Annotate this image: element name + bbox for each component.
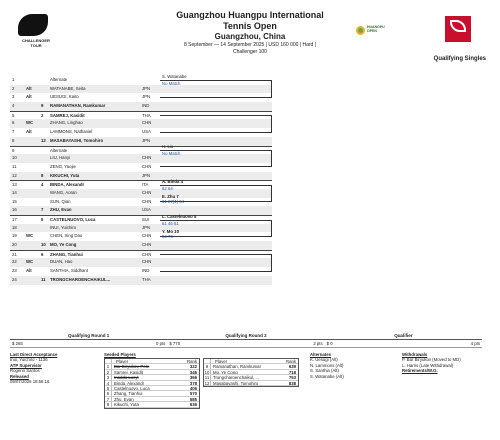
entry-status: Alt xyxy=(26,94,32,100)
draw-position: 21 xyxy=(12,251,17,257)
player-country: ITA xyxy=(142,182,149,188)
round1-winner: E. Zhu 7 xyxy=(162,194,179,200)
acceptance-line: ATP Supervisor xyxy=(10,362,42,368)
prize-q1-points: 0 pts xyxy=(156,341,166,346)
draw-position: 3 xyxy=(12,94,15,100)
header xyxy=(0,0,500,68)
seed-table-left xyxy=(104,358,200,409)
player-country: CHN xyxy=(142,120,152,126)
seed-player: Zhang, Tianhui xyxy=(114,391,143,396)
withdrawals-title: Withdrawals xyxy=(402,352,428,357)
draw-row xyxy=(10,206,272,215)
seed-player: Masabayashi, Tomohiro xyxy=(213,380,259,385)
tournament-category: Challenger 100 xyxy=(233,49,267,55)
seed-player: Ramanathan, Ramkumar xyxy=(213,364,262,369)
player-name: ZHANG, Tianhui xyxy=(50,251,83,257)
draw-position: 17 xyxy=(12,217,17,222)
withdrawal-item: P. Bar Biryukov (Moved to MD) xyxy=(402,357,461,363)
draw-position: 9 xyxy=(12,147,15,153)
player-country: JPN xyxy=(142,172,151,178)
player-name: MO, Ye Cong xyxy=(50,242,77,248)
player-country: CHN xyxy=(142,251,152,257)
seed-header-cell: Player xyxy=(116,359,129,364)
seeded-title: Seeded Players xyxy=(104,352,136,357)
seed-number: 11 xyxy=(41,276,46,282)
seed-ranking: 639 xyxy=(288,364,296,370)
seed-ranking: 718 xyxy=(288,369,296,375)
draw-name: Qualifying Singles xyxy=(433,56,486,62)
seed-rank-number: 10 xyxy=(204,369,210,375)
player-country: JPN xyxy=(142,94,151,100)
prize-header-qualifier: Qualifier xyxy=(394,333,413,338)
player-name: BINDA, Alexandr xyxy=(50,182,85,188)
seed-number: 8 xyxy=(41,172,44,178)
seed-rank-number: 12 xyxy=(204,380,210,386)
player-name: ZENG, Yaojie xyxy=(50,163,76,169)
seed-ranking: 322 xyxy=(189,364,197,370)
seed-header-cell: Rank xyxy=(186,359,197,364)
acceptance-line: Released xyxy=(10,373,29,379)
player-country: THA xyxy=(142,276,151,282)
round1-score: No Match xyxy=(162,150,181,156)
tennis-ball-icon xyxy=(356,26,365,35)
draw-position: 7 xyxy=(12,129,15,135)
entry-status: WC xyxy=(26,233,34,239)
seed-number: 6 xyxy=(41,251,44,257)
player-country: CHN xyxy=(142,242,152,248)
player-name: MASABAYASHI, Tomohiro xyxy=(50,137,104,143)
seed-ranking: 585 xyxy=(189,396,197,402)
draw-position: 8 xyxy=(12,137,15,143)
seed-header-cell xyxy=(204,359,211,363)
player-name: SAMREJ, Kasidit xyxy=(50,112,85,118)
round1-winner: H. Liu xyxy=(162,143,174,149)
prize-money-values xyxy=(10,340,482,348)
seed-player: Castelnuovo, Luca xyxy=(114,385,150,391)
draw-position: 19 xyxy=(12,233,17,239)
tournament-location: Guangzhou, China xyxy=(214,32,286,41)
seed-header-cell: Rank xyxy=(285,359,296,364)
alternates-title: Alternates xyxy=(310,352,332,357)
player-name: SANTHIA, Siddhant xyxy=(50,268,88,274)
seed-header-cell xyxy=(105,359,112,363)
seed-ranking: 838 xyxy=(288,380,296,386)
round1-score: 62 64 xyxy=(162,185,173,191)
seed-number: 7 xyxy=(41,207,44,213)
withdrawals xyxy=(402,352,494,374)
player-country: CHN xyxy=(142,198,152,204)
player-name: WANG, Aoran xyxy=(50,189,77,195)
player-name: ZHANG, Linghao xyxy=(50,120,83,126)
seed-ranking: 753 xyxy=(288,375,296,381)
draw-row xyxy=(10,241,272,250)
draw-position: 2 xyxy=(12,85,15,91)
draw-row xyxy=(10,102,272,111)
draw-position: 24 xyxy=(12,276,17,282)
retirements-title: Retirements/W.O. xyxy=(402,368,438,374)
player-country: USA xyxy=(142,129,151,135)
entry-status: WC xyxy=(26,120,34,126)
player-country: THA xyxy=(142,112,151,118)
seed-ranking: 570 xyxy=(189,391,197,397)
draw-position: 4 xyxy=(12,103,15,109)
round1-score: 61 46 61 xyxy=(162,220,179,226)
entry-status: Alt xyxy=(26,85,32,91)
player-name: INUI, Yuichiro xyxy=(50,224,77,230)
seed-rank-number: 8 xyxy=(105,402,112,406)
seed-rank-number: 11 xyxy=(204,375,210,381)
prize-q2 xyxy=(167,340,324,347)
alternate-item: S. Santhia (Alt) xyxy=(310,368,339,374)
player-country: CHN xyxy=(142,189,152,195)
player-country: JPN xyxy=(142,224,151,230)
seed-player: Kikuchi, Yuta xyxy=(114,402,139,407)
seed-rank-number: 7 xyxy=(105,397,112,401)
player-name: WATANABE, Seita xyxy=(50,85,86,91)
seed-header-cell: Player xyxy=(215,359,228,364)
draw-position: 13 xyxy=(12,182,17,188)
prize-q1 xyxy=(10,340,167,347)
player-name: KIKUCHI, Yuta xyxy=(50,172,80,178)
seed-player: Samrej, Kasidit xyxy=(114,369,143,375)
draw-position: 22 xyxy=(12,259,17,265)
draw-position: 1 xyxy=(12,77,15,82)
draw-row xyxy=(10,276,272,285)
seed-ranking: 406 xyxy=(189,385,197,391)
huangpu-open-logo-text: HUANGPU OPEN xyxy=(367,25,385,33)
entry-status: Alt xyxy=(26,268,32,274)
bracket-line xyxy=(160,115,272,132)
seed-rank-number: 5 xyxy=(105,386,112,390)
player-name: SUN, Qian xyxy=(50,198,71,204)
prize-qualifier xyxy=(325,340,482,347)
prize-q2-money: $ 770 xyxy=(169,341,181,346)
acceptance-line: Inui, Yuichiro - 1136 xyxy=(10,357,48,363)
seed-table-right xyxy=(203,358,299,387)
seed-player: Inadda Lucyt xyxy=(114,375,139,380)
prize-q2-points: 2 pts xyxy=(313,341,323,346)
round1-winner: L. Castelnuovo 5 xyxy=(162,213,197,219)
entry-status: Alt xyxy=(26,129,32,135)
player-name: CHEN, Xing Dao xyxy=(50,233,83,239)
draw-position: 23 xyxy=(12,268,17,274)
prize-header-q2: Qualifying Round 2 xyxy=(225,333,267,338)
prize-qualifier-money: $ 0 xyxy=(326,341,333,346)
player-country: IND xyxy=(142,103,150,109)
draw-position: 14 xyxy=(12,189,17,195)
alternates xyxy=(310,352,390,379)
player-name: TRONGCHAROENCHAIKUL... xyxy=(50,276,111,282)
draw-position: 6 xyxy=(12,120,15,126)
seed-tables xyxy=(104,358,304,409)
seed-player: Binda, Alexandr xyxy=(114,380,145,385)
draw-position: 5 xyxy=(12,112,15,118)
seed-number: 5 xyxy=(41,217,44,222)
alternate-item: N. Lammons (Alt) xyxy=(310,362,344,368)
player-name: DUAN, Hao xyxy=(50,259,73,265)
player-country: CHN xyxy=(142,233,152,239)
seed-rank-number: 3 xyxy=(105,375,112,379)
seed-player: Mo, Ye Cong xyxy=(213,369,238,375)
seed-player: Bar Biryukov, Pete xyxy=(114,364,150,369)
atp-logo-icon xyxy=(18,14,48,36)
draw-position: 15 xyxy=(12,198,17,204)
player-country: CHN xyxy=(142,259,152,265)
player-name: Alternate xyxy=(50,147,68,153)
draw-position: 16 xyxy=(12,207,17,213)
challenger-tour-logo-text: CHALLENGER TOUR xyxy=(22,38,50,48)
prize-qualifier-points: 4 pts xyxy=(470,341,480,346)
draw-position: 11 xyxy=(12,163,17,169)
seed-number: 2 xyxy=(41,112,44,118)
player-name: ZHU, Evan xyxy=(50,207,72,213)
seed-rank-number: 9 xyxy=(204,364,211,368)
prize-header-q1: Qualifying Round 1 xyxy=(68,333,110,338)
last-direct-acceptance xyxy=(10,352,100,384)
player-name: UESUGI, Kaito xyxy=(50,94,79,100)
seed-number: 9 xyxy=(41,103,44,109)
entry-status: WC xyxy=(26,259,34,265)
draw-row xyxy=(10,137,272,146)
draw-position: 18 xyxy=(12,224,17,230)
player-country: CHN xyxy=(142,155,152,161)
draw-table xyxy=(10,76,272,285)
round1-score: No Match xyxy=(162,81,181,87)
player-name: LAMMONS, Nathaniel xyxy=(50,129,93,135)
acceptance-line: Rogerio Santos xyxy=(10,368,40,374)
prize-money-table xyxy=(10,332,482,348)
alternate-item: K. Uesugi (Alt) xyxy=(310,357,338,363)
seed-ranking: 366 xyxy=(189,375,197,381)
seed-number: 4 xyxy=(41,182,44,188)
tournament-title-line2: Tennis Open xyxy=(223,21,277,31)
player-country: CHN xyxy=(142,163,152,169)
seed-rank-number: 2 xyxy=(105,370,112,374)
tournament-title-line1: Guangzhou Huangpu International xyxy=(176,10,324,20)
seed-player: Trongcharoenchaikul, ... xyxy=(213,375,259,380)
player-country: USA xyxy=(142,207,151,213)
player-country: JPN xyxy=(142,85,151,91)
seed-ranking: 636 xyxy=(189,402,197,408)
seed-ranking: 378 xyxy=(189,380,197,386)
seed-rank-number: 4 xyxy=(105,381,112,385)
withdrawal-item: L. Harris (Late Withdrawal) xyxy=(402,362,454,368)
draw-position: 10 xyxy=(12,155,17,161)
round1-winner: A. Binda 4 xyxy=(162,178,184,184)
seed-row xyxy=(204,381,298,386)
seed-player: Zhu, Evan xyxy=(114,396,134,402)
draw-position: 12 xyxy=(12,172,17,178)
player-name: CASTELNUOVO, Luca xyxy=(50,217,96,222)
tournament-header xyxy=(120,10,380,56)
sponsor-mark-icon xyxy=(450,20,466,32)
bracket-line xyxy=(160,254,272,271)
player-name: Alternate xyxy=(50,77,68,82)
seed-row xyxy=(105,402,199,407)
player-country: SUI xyxy=(142,217,150,222)
seed-rank-number: 6 xyxy=(105,391,112,395)
draw-position: 20 xyxy=(12,242,17,248)
seed-ranking: 346 xyxy=(189,369,197,375)
prize-q1-money: $ 265 xyxy=(12,341,23,346)
round1-score: 61 67(4) 64 xyxy=(162,199,184,205)
player-name: LIU, Hanyi xyxy=(50,155,71,161)
acceptance-title: Last Direct Acceptance xyxy=(10,352,58,357)
player-country: JPN xyxy=(142,137,151,143)
alternate-item: S. Watanabe (Alt) xyxy=(310,373,344,379)
player-country: IND xyxy=(142,268,150,274)
round1-winner: Y. Mo 10 xyxy=(162,229,179,235)
prize-money-headers xyxy=(10,332,482,340)
draw-row xyxy=(10,172,272,181)
round1-score: 64 76 xyxy=(162,234,173,240)
seed-number: 10 xyxy=(41,242,46,248)
round1-winner: S. Watanabe xyxy=(162,74,187,80)
challenger-tour-logo xyxy=(16,14,54,54)
tournament-dates: 8 September — 14 September 2025 | USD 160 000 | Hard | xyxy=(183,42,317,48)
sponsor-logo xyxy=(445,16,471,42)
seed-number: 12 xyxy=(41,137,46,143)
seed-rank-number: 1 xyxy=(105,364,112,368)
acceptance-line: 09/07/2025 18:56:16 xyxy=(10,379,50,385)
huangpu-open-logo xyxy=(356,24,386,38)
player-name: RAMANATHAN, Ramkumar xyxy=(50,103,106,109)
seeded-players xyxy=(104,352,304,409)
